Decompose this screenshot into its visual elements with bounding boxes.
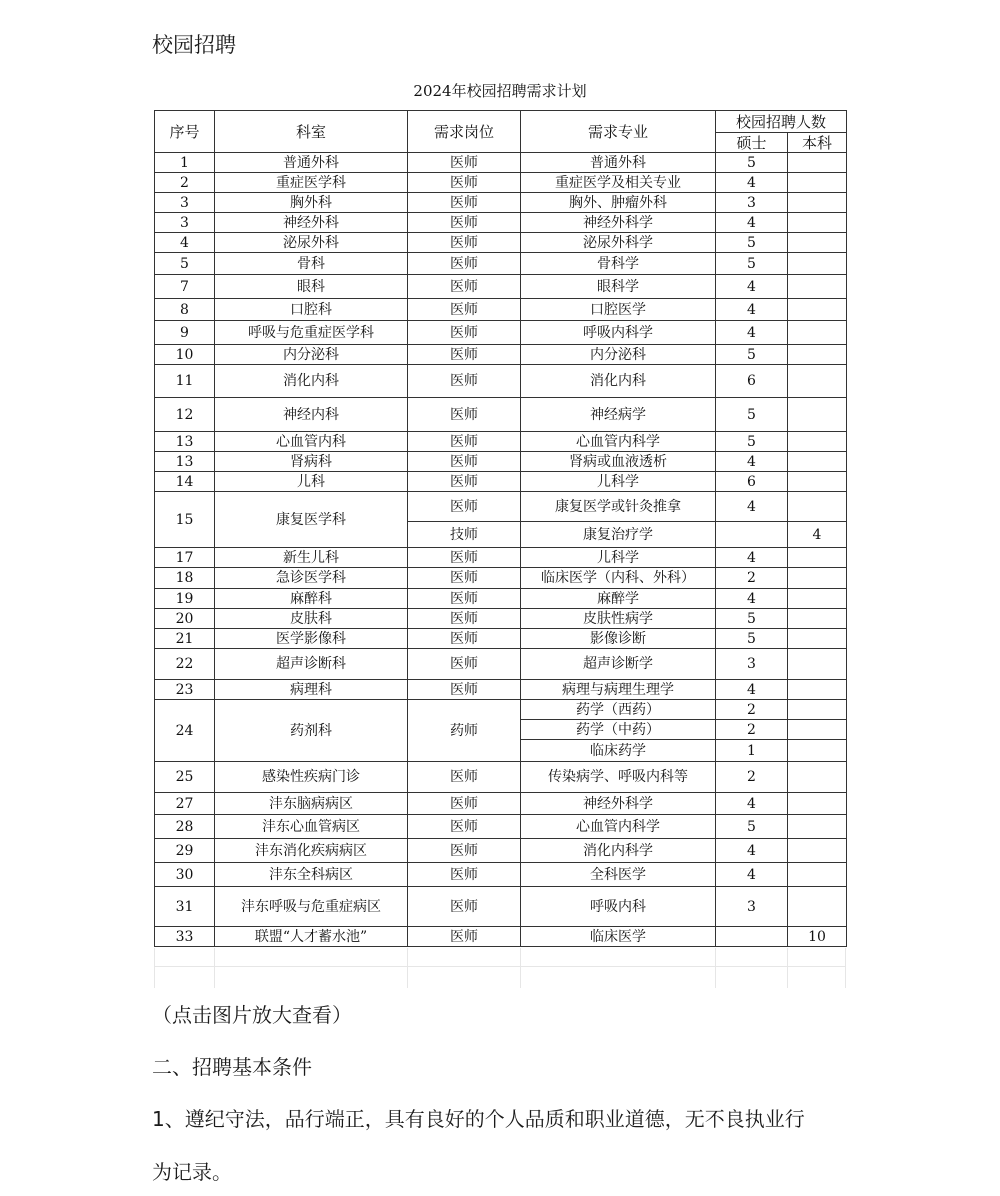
cell-post: 医师 <box>408 863 521 887</box>
cell-major: 康复治疗学 <box>521 522 716 548</box>
cell-bachelor <box>788 432 847 452</box>
cell-no: 21 <box>155 629 215 649</box>
table-row <box>155 492 847 522</box>
cell-no: 27 <box>155 793 215 815</box>
header-master: 硕士 <box>716 133 788 153</box>
table-row <box>155 275 847 299</box>
cell-no: 23 <box>155 680 215 700</box>
cell-bachelor <box>788 398 847 432</box>
cell-master: 2 <box>716 720 788 740</box>
cell-dept: 神经外科 <box>215 213 408 233</box>
cell-dept: 神经内科 <box>215 398 408 432</box>
cell-post: 医师 <box>408 568 521 589</box>
cell-bachelor <box>788 815 847 839</box>
cell-no: 12 <box>155 398 215 432</box>
cell-bachelor <box>788 321 847 345</box>
cell-post: 医师 <box>408 629 521 649</box>
cell-no: 17 <box>155 548 215 568</box>
table-row <box>155 365 847 398</box>
cell-no: 22 <box>155 649 215 680</box>
cell-post: 医师 <box>408 609 521 629</box>
image-caption: （点击图片放大查看） <box>152 1003 352 1027</box>
cell-major: 消化内科学 <box>521 839 716 863</box>
cell-bachelor <box>788 452 847 472</box>
cell-post: 医师 <box>408 589 521 609</box>
cell-post: 医师 <box>408 927 521 947</box>
cell-bachelor <box>788 680 847 700</box>
cell-post: 医师 <box>408 548 521 568</box>
cell-major: 麻醉学 <box>521 589 716 609</box>
table-row <box>155 452 847 472</box>
cell-master: 5 <box>716 398 788 432</box>
cell-post: 医师 <box>408 839 521 863</box>
cell-major: 肾病或血液透析 <box>521 452 716 472</box>
cell-dept: 肾病科 <box>215 452 408 472</box>
cell-master: 6 <box>716 472 788 492</box>
cell-dept: 急诊医学科 <box>215 568 408 589</box>
cell-no: 18 <box>155 568 215 589</box>
cell-major: 全科医学 <box>521 863 716 887</box>
cell-master: 5 <box>716 609 788 629</box>
cell-master: 4 <box>716 548 788 568</box>
cell-bachelor <box>788 193 847 213</box>
cell-no: 4 <box>155 233 215 253</box>
cell-major: 胸外、肿瘤外科 <box>521 193 716 213</box>
cell-master: 4 <box>716 793 788 815</box>
cell-bachelor <box>788 740 847 762</box>
table-row <box>155 887 847 927</box>
cell-post: 医师 <box>408 762 521 793</box>
table-row <box>155 153 847 173</box>
cell-master: 2 <box>716 762 788 793</box>
cell-post: 医师 <box>408 492 521 522</box>
cell-master: 5 <box>716 815 788 839</box>
table-row <box>155 629 847 649</box>
cell-dept: 眼科 <box>215 275 408 299</box>
cell-master: 4 <box>716 680 788 700</box>
table-row <box>155 589 847 609</box>
cell-master <box>716 522 788 548</box>
cell-no: 19 <box>155 589 215 609</box>
table-row <box>155 253 847 275</box>
cell-master <box>716 927 788 947</box>
cell-post: 医师 <box>408 173 521 193</box>
table-row <box>155 700 847 720</box>
cell-master: 6 <box>716 365 788 398</box>
header-post: 需求岗位 <box>408 111 521 153</box>
cell-bachelor <box>788 839 847 863</box>
cell-no: 2 <box>155 173 215 193</box>
cell-major: 药学（中药） <box>521 720 716 740</box>
spreadsheet-gridlines <box>154 948 846 988</box>
cell-no: 25 <box>155 762 215 793</box>
cell-no: 14 <box>155 472 215 492</box>
table-title: 2024年校园招聘需求计划 <box>413 82 587 100</box>
cell-no: 29 <box>155 839 215 863</box>
cell-bachelor <box>788 365 847 398</box>
cell-master: 4 <box>716 173 788 193</box>
cell-no: 15 <box>155 492 215 548</box>
cell-bachelor <box>788 472 847 492</box>
cell-dept: 心血管内科 <box>215 432 408 452</box>
cell-post: 医师 <box>408 275 521 299</box>
cell-major: 呼吸内科学 <box>521 321 716 345</box>
cell-master: 5 <box>716 432 788 452</box>
cell-post: 医师 <box>408 793 521 815</box>
table-row <box>155 548 847 568</box>
cell-dept: 麻醉科 <box>215 589 408 609</box>
cell-major: 超声诊断学 <box>521 649 716 680</box>
cell-no: 3 <box>155 213 215 233</box>
cell-dept: 感染性疾病门诊 <box>215 762 408 793</box>
cell-bachelor <box>788 253 847 275</box>
cell-master: 2 <box>716 568 788 589</box>
cell-dept: 超声诊断科 <box>215 649 408 680</box>
page-heading: 校园招聘 <box>152 33 236 57</box>
cell-dept: 沣东全科病区 <box>215 863 408 887</box>
cell-post: 医师 <box>408 213 521 233</box>
gridline <box>715 948 716 988</box>
table-row <box>155 233 847 253</box>
table-row <box>155 213 847 233</box>
cell-bachelor <box>788 275 847 299</box>
cell-post: 医师 <box>408 680 521 700</box>
cell-dept: 消化内科 <box>215 365 408 398</box>
cell-dept: 胸外科 <box>215 193 408 213</box>
cell-bachelor <box>788 233 847 253</box>
cell-major: 骨科学 <box>521 253 716 275</box>
cell-post: 医师 <box>408 398 521 432</box>
cell-bachelor <box>788 153 847 173</box>
cell-major: 神经病学 <box>521 398 716 432</box>
cell-bachelor <box>788 173 847 193</box>
cell-no: 20 <box>155 609 215 629</box>
table-row <box>155 345 847 365</box>
cell-master: 5 <box>716 233 788 253</box>
cell-no: 28 <box>155 815 215 839</box>
cell-dept: 儿科 <box>215 472 408 492</box>
cell-major: 儿科学 <box>521 472 716 492</box>
cell-major: 呼吸内科 <box>521 887 716 927</box>
cell-post: 医师 <box>408 472 521 492</box>
cell-major: 影像诊断 <box>521 629 716 649</box>
table-row <box>155 927 847 947</box>
cell-no: 13 <box>155 432 215 452</box>
cell-no: 31 <box>155 887 215 927</box>
cell-post: 医师 <box>408 253 521 275</box>
cell-post: 医师 <box>408 299 521 321</box>
cell-bachelor <box>788 762 847 793</box>
cell-major: 临床医学（内科、外科） <box>521 568 716 589</box>
header-no: 序号 <box>155 111 215 153</box>
table-row <box>155 609 847 629</box>
table-row <box>155 680 847 700</box>
cell-bachelor <box>788 649 847 680</box>
cell-major: 心血管内科学 <box>521 432 716 452</box>
cell-master: 3 <box>716 649 788 680</box>
cell-major: 皮肤性病学 <box>521 609 716 629</box>
header-major: 需求专业 <box>521 111 716 153</box>
cell-major: 消化内科 <box>521 365 716 398</box>
cell-dept: 沣东脑病病区 <box>215 793 408 815</box>
cell-master: 5 <box>716 345 788 365</box>
cell-dept: 骨科 <box>215 253 408 275</box>
cell-dept: 沣东呼吸与危重症病区 <box>215 887 408 927</box>
cell-bachelor <box>788 568 847 589</box>
cell-master: 4 <box>716 589 788 609</box>
table-row <box>155 432 847 452</box>
cell-master: 4 <box>716 299 788 321</box>
cell-no: 9 <box>155 321 215 345</box>
cell-no: 10 <box>155 345 215 365</box>
cell-master: 1 <box>716 740 788 762</box>
table-row <box>155 815 847 839</box>
section-title: 二、招聘基本条件 <box>152 1055 312 1079</box>
table-row <box>155 398 847 432</box>
cell-dept: 新生儿科 <box>215 548 408 568</box>
cell-master: 4 <box>716 452 788 472</box>
cell-major: 泌尿外科学 <box>521 233 716 253</box>
cell-no: 30 <box>155 863 215 887</box>
cell-major: 神经外科学 <box>521 793 716 815</box>
cell-dept: 联盟“人才蓄水池” <box>215 927 408 947</box>
cell-master: 4 <box>716 275 788 299</box>
gridline <box>520 948 521 988</box>
cell-post: 医师 <box>408 345 521 365</box>
cell-dept: 内分泌科 <box>215 345 408 365</box>
cell-no: 3 <box>155 193 215 213</box>
cell-dept: 康复医学科 <box>215 492 408 548</box>
cell-dept: 药剂科 <box>215 700 408 762</box>
cell-major: 神经外科学 <box>521 213 716 233</box>
cell-no: 13 <box>155 452 215 472</box>
cell-bachelor: 10 <box>788 927 847 947</box>
cell-dept: 呼吸与危重症医学科 <box>215 321 408 345</box>
cell-major: 普通外科 <box>521 153 716 173</box>
cell-major: 药学（西药） <box>521 700 716 720</box>
cell-dept: 重症医学科 <box>215 173 408 193</box>
cell-master: 4 <box>716 213 788 233</box>
cell-major: 口腔医学 <box>521 299 716 321</box>
cell-bachelor <box>788 609 847 629</box>
cell-major: 眼科学 <box>521 275 716 299</box>
cell-master: 2 <box>716 700 788 720</box>
table-row <box>155 863 847 887</box>
cell-post: 医师 <box>408 887 521 927</box>
table-row <box>155 762 847 793</box>
cell-major: 临床药学 <box>521 740 716 762</box>
gridline <box>845 948 846 988</box>
cell-dept: 泌尿外科 <box>215 233 408 253</box>
header-count-group: 校园招聘人数 <box>716 111 847 133</box>
recruitment-plan-table <box>154 110 847 947</box>
cell-post: 医师 <box>408 649 521 680</box>
cell-major: 内分泌科 <box>521 345 716 365</box>
cell-master: 5 <box>716 629 788 649</box>
header-dept: 科室 <box>215 111 408 153</box>
cell-bachelor <box>788 720 847 740</box>
cell-master: 4 <box>716 863 788 887</box>
cell-post: 医师 <box>408 432 521 452</box>
cell-master: 3 <box>716 193 788 213</box>
table-row <box>155 472 847 492</box>
table-body <box>155 153 847 947</box>
cell-post: 技师 <box>408 522 521 548</box>
cell-bachelor <box>788 629 847 649</box>
cell-bachelor <box>788 589 847 609</box>
table-row <box>155 568 847 589</box>
cell-master: 5 <box>716 253 788 275</box>
cell-no: 1 <box>155 153 215 173</box>
cell-no: 24 <box>155 700 215 762</box>
cell-post: 医师 <box>408 233 521 253</box>
header-bachelor: 本科 <box>788 133 847 153</box>
cell-dept: 普通外科 <box>215 153 408 173</box>
cell-no: 5 <box>155 253 215 275</box>
cell-major: 康复医学或针灸推拿 <box>521 492 716 522</box>
condition-1-line-1: 1、遵纪守法，品行端正，具有良好的个人品质和职业道德，无不良执业行 <box>152 1107 805 1131</box>
cell-master: 3 <box>716 887 788 927</box>
cell-dept: 医学影像科 <box>215 629 408 649</box>
cell-master: 5 <box>716 153 788 173</box>
table-row <box>155 649 847 680</box>
cell-no: 8 <box>155 299 215 321</box>
table-row <box>155 321 847 345</box>
header-row <box>155 111 847 133</box>
cell-major: 传染病学、呼吸内科等 <box>521 762 716 793</box>
cell-no: 7 <box>155 275 215 299</box>
cell-post: 医师 <box>408 365 521 398</box>
cell-master: 4 <box>716 839 788 863</box>
cell-post: 药师 <box>408 700 521 762</box>
cell-bachelor <box>788 345 847 365</box>
cell-bachelor <box>788 299 847 321</box>
gridline <box>154 948 155 988</box>
condition-1-line-2: 为记录。 <box>152 1160 232 1184</box>
recruitment-plan-image[interactable] <box>154 70 846 988</box>
table-row <box>155 193 847 213</box>
cell-post: 医师 <box>408 193 521 213</box>
gridline <box>154 966 846 967</box>
cell-major: 临床医学 <box>521 927 716 947</box>
cell-bachelor <box>788 213 847 233</box>
cell-master: 4 <box>716 492 788 522</box>
cell-dept: 沣东消化疾病病区 <box>215 839 408 863</box>
cell-bachelor <box>788 700 847 720</box>
cell-major: 儿科学 <box>521 548 716 568</box>
cell-bachelor <box>788 548 847 568</box>
cell-post: 医师 <box>408 452 521 472</box>
table-row <box>155 839 847 863</box>
table-row <box>155 299 847 321</box>
cell-major: 重症医学及相关专业 <box>521 173 716 193</box>
gridline <box>787 948 788 988</box>
gridline <box>214 948 215 988</box>
cell-no: 33 <box>155 927 215 947</box>
cell-dept: 口腔科 <box>215 299 408 321</box>
cell-major: 病理与病理生理学 <box>521 680 716 700</box>
cell-major: 心血管内科学 <box>521 815 716 839</box>
cell-dept: 皮肤科 <box>215 609 408 629</box>
cell-dept: 病理科 <box>215 680 408 700</box>
table-row <box>155 793 847 815</box>
cell-post: 医师 <box>408 321 521 345</box>
cell-no: 11 <box>155 365 215 398</box>
cell-post: 医师 <box>408 153 521 173</box>
cell-bachelor: 4 <box>788 522 847 548</box>
cell-bachelor <box>788 793 847 815</box>
table-row <box>155 173 847 193</box>
cell-post: 医师 <box>408 815 521 839</box>
gridline <box>407 948 408 988</box>
cell-master: 4 <box>716 321 788 345</box>
cell-bachelor <box>788 887 847 927</box>
cell-bachelor <box>788 492 847 522</box>
cell-bachelor <box>788 863 847 887</box>
cell-dept: 沣东心血管病区 <box>215 815 408 839</box>
